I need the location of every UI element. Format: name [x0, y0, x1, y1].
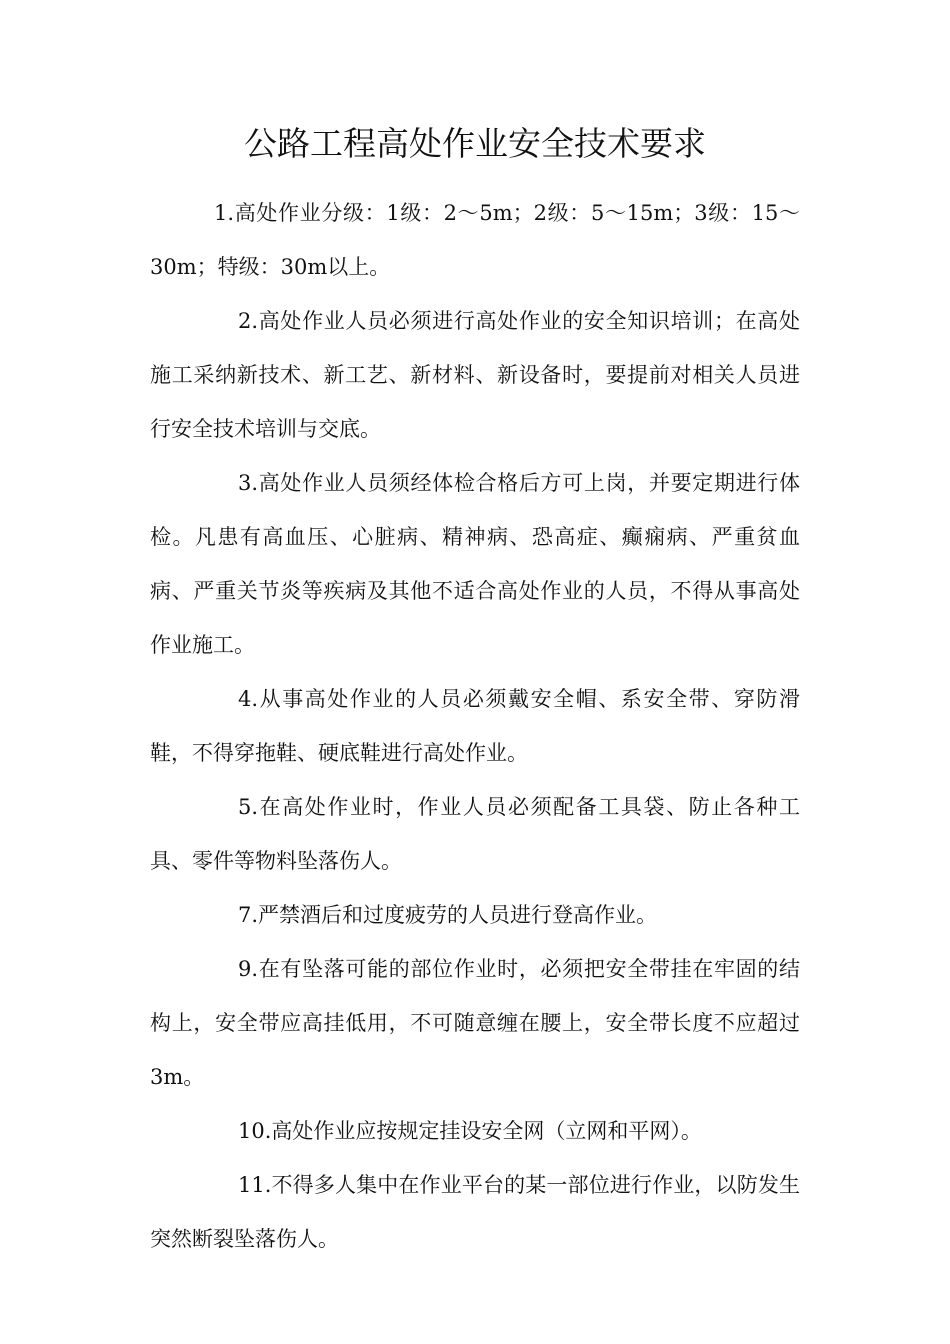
paragraph-9: 9.在有坠落可能的部位作业时，必须把安全带挂在牢固的结构上，安全带应高挂低用，不可随意缠在腰上，安全带长度不应超过3m。: [150, 957, 800, 1089]
document-title: 公路工程高处作业安全技术要求: [244, 124, 706, 163]
document-body: [150, 186, 800, 1266]
paragraph-4: 4.从事高处作业的人员必须戴安全帽、系安全带、穿防滑鞋，不得穿拖鞋、硬底鞋进行高处作业。: [150, 687, 800, 765]
paragraph-3: 3.高处作业人员须经体检合格后方可上岗，并要定期进行体检。凡患有高血压、心脏病、精神病、恐高症、癫痫病、严重贫血病、严重关节炎等疾病及其他不适合高处作业的人员，不得从事高处作业施工。: [150, 471, 800, 657]
paragraph-5: 5.在高处作业时，作业人员必须配备工具袋、防止各种工具、零件等物料坠落伤人。: [150, 795, 800, 873]
paragraph-1: 1.高处作业分级：1级：2～5m；2级：5～15m；3级：15～30m；特级：30m以上。: [150, 201, 800, 279]
paragraph-10: 10.高处作业应按规定挂设安全网（立网和平网）。: [238, 1119, 702, 1143]
paragraph-7: 7.严禁酒后和过度疲劳的人员进行登高作业。: [238, 903, 658, 927]
paragraph-2: 2.高处作业人员必须进行高处作业的安全知识培训；在高处施工采纳新技术、新工艺、新材料、新设备时，要提前对相关人员进行安全技术培训与交底。: [150, 309, 800, 441]
paragraph-11: 11.不得多人集中在作业平台的某一部位进行作业，以防发生突然断裂坠落伤人。: [150, 1173, 800, 1251]
